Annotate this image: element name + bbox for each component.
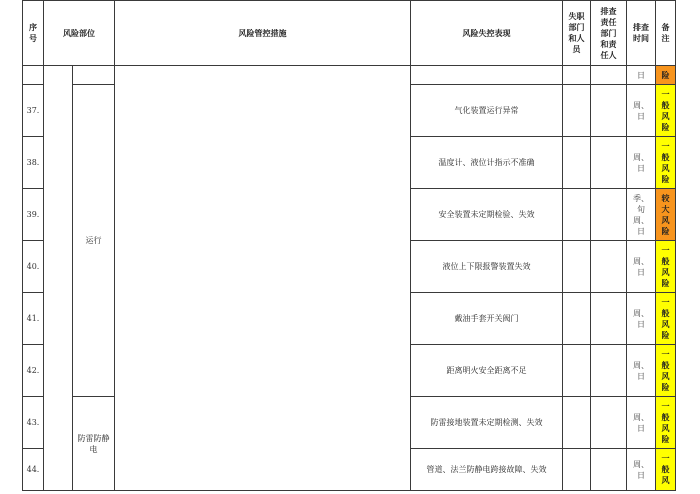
header-seq: 序号 xyxy=(23,1,44,66)
check-time: 周、日 xyxy=(627,137,656,189)
row-number: 37. xyxy=(23,85,44,137)
header-measures: 风险管控措施 xyxy=(115,1,411,66)
header-part: 风险部位 xyxy=(44,1,115,66)
header-check-dept: 排查责任部门和责任人 xyxy=(591,1,627,66)
cell-dept xyxy=(563,293,591,345)
row-number: 42. xyxy=(23,345,44,397)
cell-check-dept xyxy=(591,345,627,397)
row-number: 44. xyxy=(23,449,44,491)
cell-measures-merged xyxy=(115,66,411,491)
cell-check-dept xyxy=(591,397,627,449)
risk-table xyxy=(22,0,676,491)
risk-symptom: 安全装置未定期检验、失效 xyxy=(411,189,563,241)
cell-dept-continued xyxy=(563,66,591,85)
cell-dept xyxy=(563,241,591,293)
risk-level-badge: 险 xyxy=(656,66,676,85)
header-note: 备注 xyxy=(656,1,676,66)
sub-part-lightning: 防雷防静电 xyxy=(73,397,115,491)
row-number: 40. xyxy=(23,241,44,293)
risk-level-badge: 一般风险 xyxy=(656,345,676,397)
cell-check-dept xyxy=(591,189,627,241)
check-time: 周、日 xyxy=(627,345,656,397)
risk-level-badge: 一般风险 xyxy=(656,241,676,293)
risk-level-badge: 一般风险 xyxy=(656,137,676,189)
cell-dept xyxy=(563,449,591,491)
cell-dept xyxy=(563,397,591,449)
cell-dept xyxy=(563,137,591,189)
risk-level-badge: 较大风险 xyxy=(656,189,676,241)
cell-dept xyxy=(563,85,591,137)
header-dept: 失职部门和人员 xyxy=(563,1,591,66)
risk-level-badge: 一般风险 xyxy=(656,85,676,137)
cell-seq-continued xyxy=(23,66,44,85)
risk-symptom: 温度计、液位计指示不准确 xyxy=(411,137,563,189)
check-time: 周、日 xyxy=(627,293,656,345)
check-time: 周、日 xyxy=(627,85,656,137)
cell-check-dept xyxy=(591,241,627,293)
header-row xyxy=(23,1,676,66)
cell-part-merged xyxy=(44,66,73,491)
risk-symptom: 管道、法兰防静电跨接故障、失效 xyxy=(411,449,563,491)
risk-symptom: 气化装置运行异常 xyxy=(411,85,563,137)
cell-symptom-continued xyxy=(411,66,563,85)
table-row-continued xyxy=(23,66,676,85)
check-time: 周、日 xyxy=(627,241,656,293)
cell-check-dept xyxy=(591,137,627,189)
row-number: 38. xyxy=(23,137,44,189)
cell-time-continued: 日 xyxy=(627,66,656,85)
risk-level-badge: 一般风险 xyxy=(656,397,676,449)
cell-dept xyxy=(563,189,591,241)
risk-level-badge: 一般风险 xyxy=(656,293,676,345)
risk-symptom: 戴油手套开关阀门 xyxy=(411,293,563,345)
row-number: 41. xyxy=(23,293,44,345)
risk-symptom: 距离明火安全距离不足 xyxy=(411,345,563,397)
cell-check-dept-continued xyxy=(591,66,627,85)
cell-check-dept xyxy=(591,85,627,137)
header-check-time: 排查时间 xyxy=(627,1,656,66)
check-time: 周、日 xyxy=(627,449,656,491)
risk-level-badge: 一般风 xyxy=(656,449,676,491)
risk-symptom: 防雷接地装置未定期检测、失效 xyxy=(411,397,563,449)
header-symptoms: 风险失控表现 xyxy=(411,1,563,66)
cell-check-dept xyxy=(591,449,627,491)
cell-sub-continued xyxy=(73,66,115,85)
sub-part-operation: 运行 xyxy=(73,85,115,397)
cell-dept xyxy=(563,345,591,397)
risk-symptom: 液位上下限报警装置失效 xyxy=(411,241,563,293)
check-time: 季、旬周、日 xyxy=(627,189,656,241)
cell-check-dept xyxy=(591,293,627,345)
check-time: 周、日 xyxy=(627,397,656,449)
row-number: 43. xyxy=(23,397,44,449)
row-number: 39. xyxy=(23,189,44,241)
